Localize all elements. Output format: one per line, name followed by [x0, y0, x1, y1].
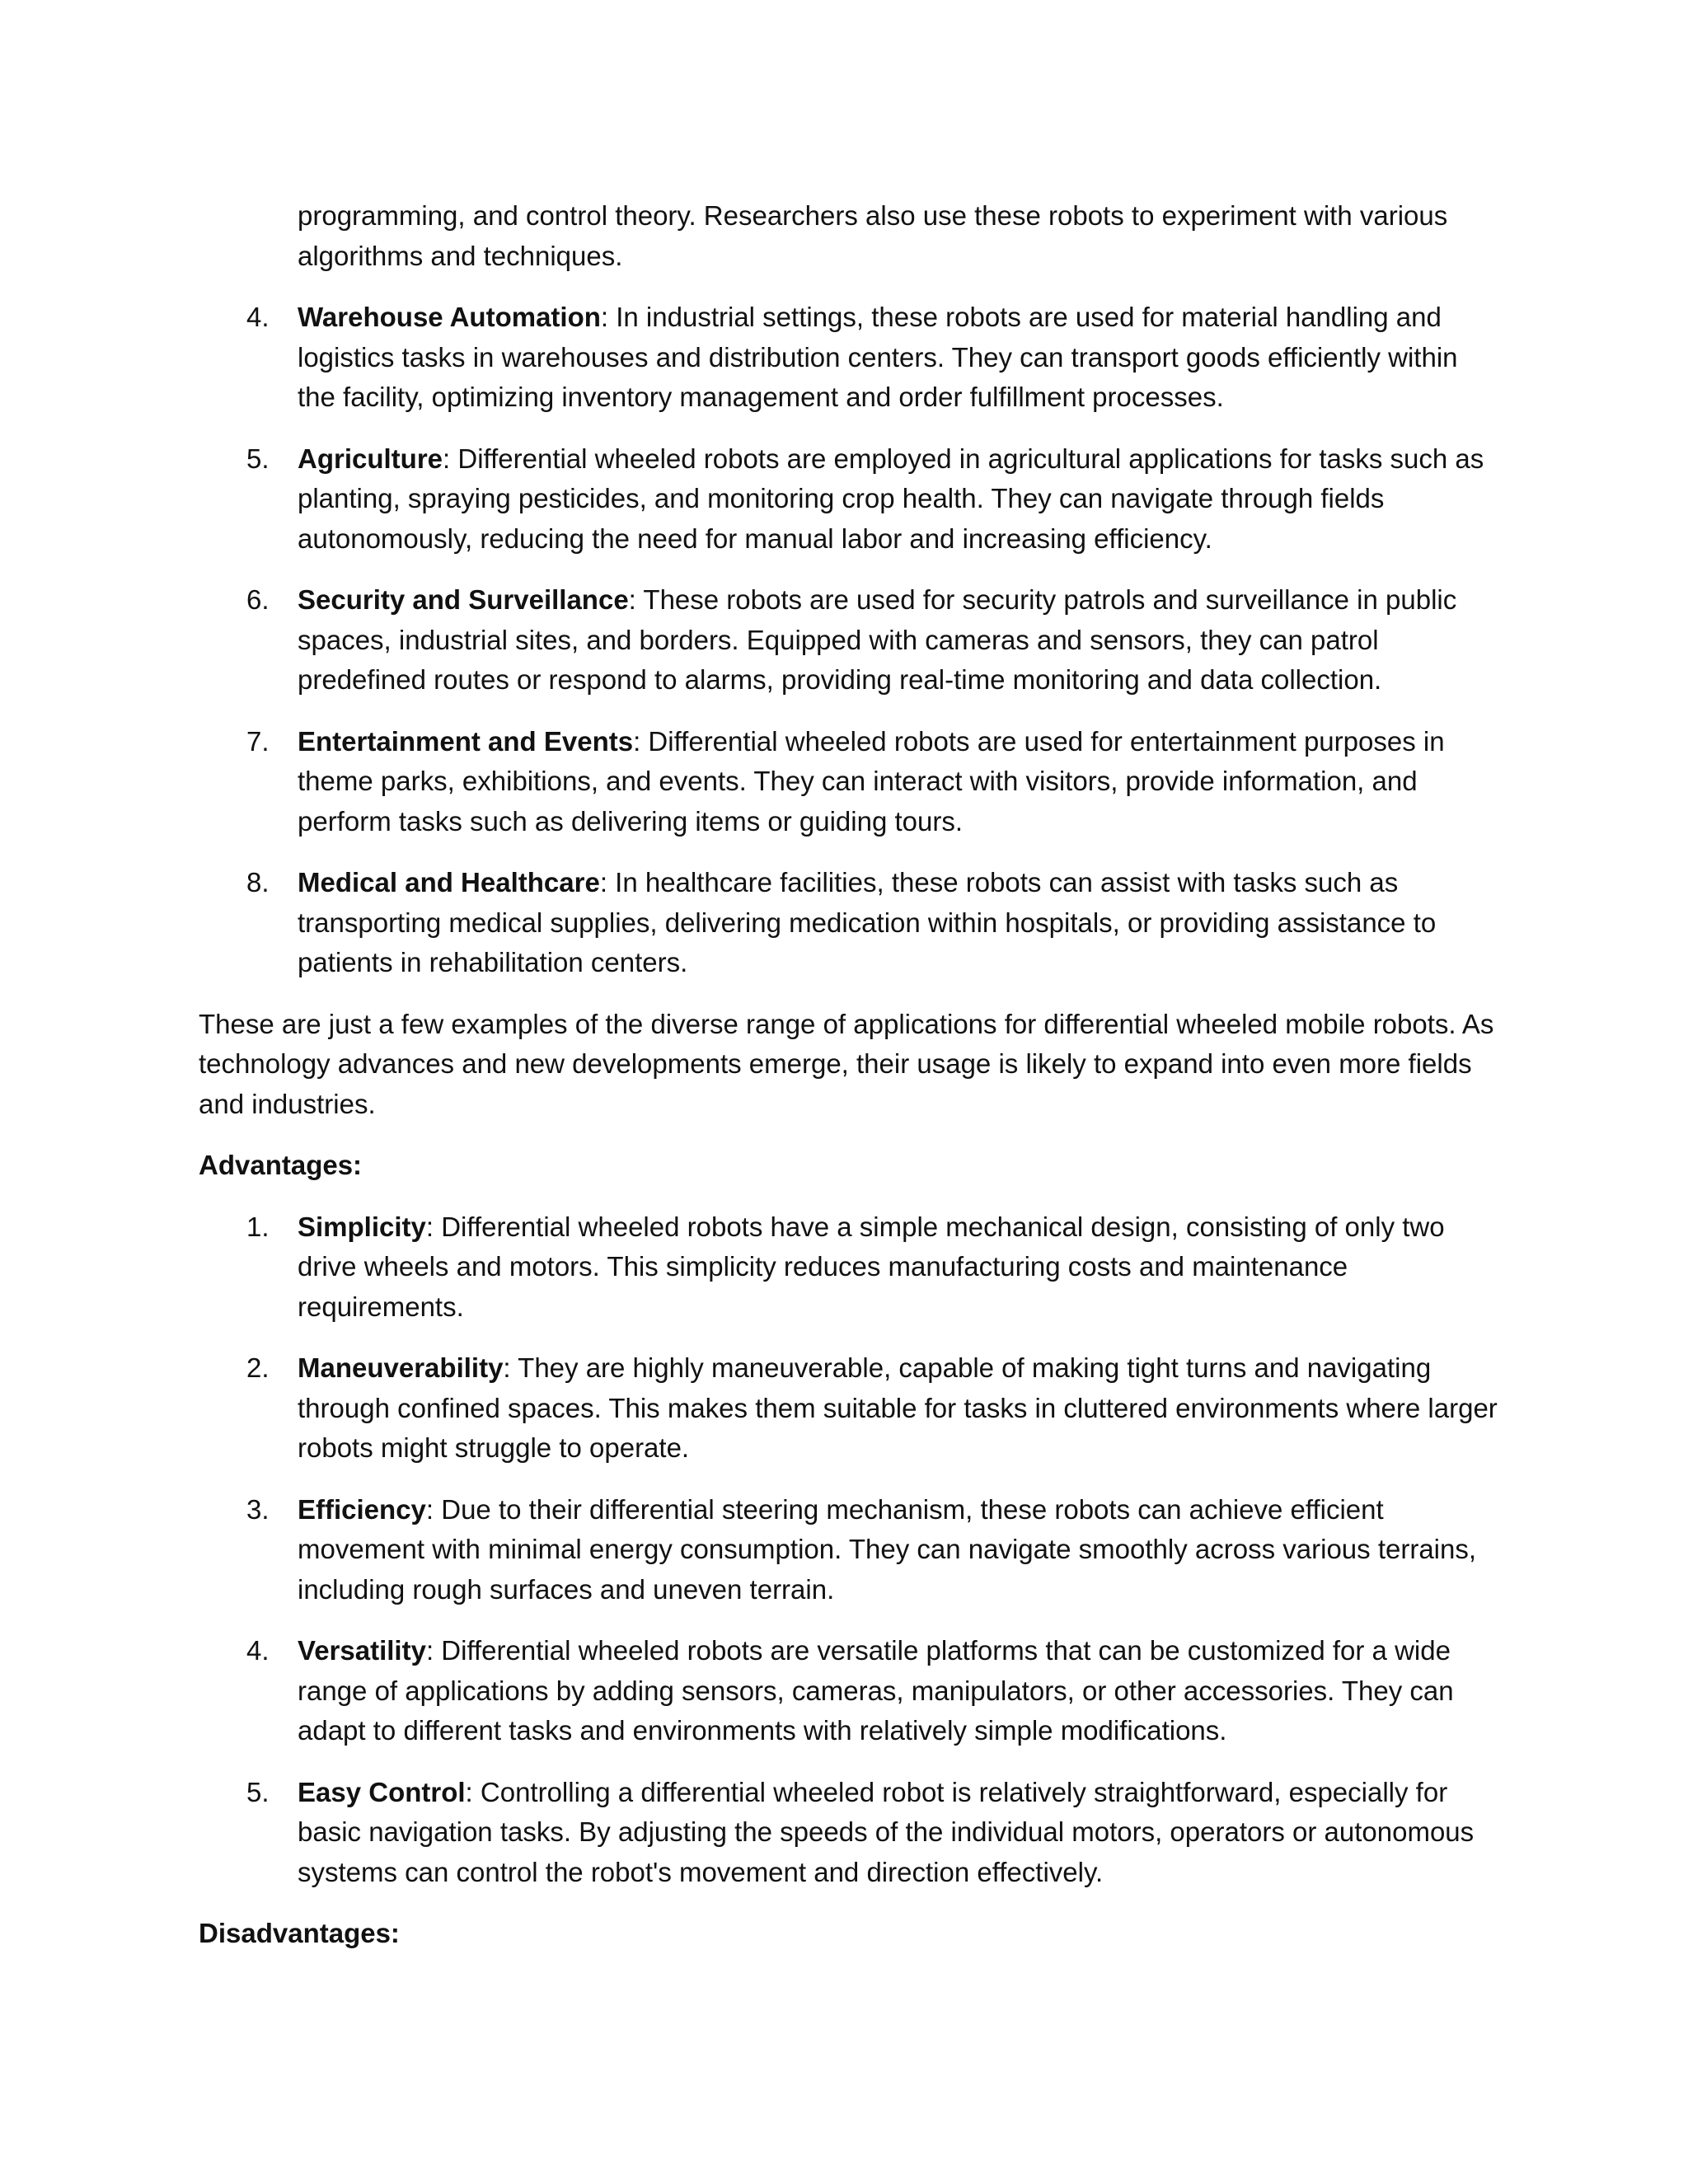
advantage-item-simplicity	[199, 1207, 1501, 1328]
applications-list	[199, 298, 1501, 983]
advantage-item-efficiency	[199, 1490, 1501, 1610]
list-number: 7.	[246, 725, 270, 757]
advantage-description: : Differential wheeled robots have a simple mechanical design, consisting of only two drive wheels and motors. This simplicity reduces manufacturing costs and maintenance requirements.	[298, 1211, 1445, 1322]
application-description: : In healthcare facilities, these robots can assist with tasks such as transporting medical supplies, delivering medication within hospitals, or providing assistance to patients in rehabilitation centers.	[298, 867, 1437, 977]
document-body	[199, 196, 1501, 1975]
summary-paragraph: These are just a few examples of the diverse range of applications for differential wheeled mobile robots. As technology advances and new developments emerge, their usage is likely to expand into even more fields and industries.	[199, 1008, 1494, 1119]
advantage-term: Versatility	[298, 1635, 426, 1666]
list-number: 4.	[246, 1635, 270, 1666]
application-term: Medical and Healthcare	[298, 867, 600, 898]
list-number: 5.	[246, 1776, 270, 1807]
list-number: 8.	[246, 867, 270, 898]
application-description: : Differential wheeled robots are employed in agricultural applications for tasks such as planting, spraying pesticides, and monitoring crop health. They can navigate through fields autonomously, reducing the need for manual labor and increasing efficiency.	[298, 443, 1484, 554]
application-description: : Differential wheeled robots are used for entertainment purposes in theme parks, exhibitions, and events. They can interact with visitors, provide information, and perform tasks such as delivering items or guiding tours.	[298, 725, 1445, 837]
application-description: : These robots are used for security patrols and surveillance in public spaces, industrial sites, and borders. Equipped with cameras and sensors, they can patrol predefined routes or respond to alarms, providing real-time monitoring and data collection.	[298, 584, 1457, 695]
advantage-term: Maneuverability	[298, 1352, 504, 1383]
advantage-item-versatility	[199, 1631, 1501, 1751]
advantages-list	[199, 1207, 1501, 1893]
advantage-term: Easy Control	[298, 1776, 466, 1807]
list-number: 1.	[246, 1211, 270, 1242]
list-number: 2.	[246, 1352, 270, 1383]
application-item-security-surveillance	[199, 580, 1501, 701]
advantage-description: : Differential wheeled robots are versatile platforms that can be customized for a wide range of applications by adding sensors, cameras, manipulators, or other accessories. They can adapt to different tasks and environments with relatively simple modifications.	[298, 1635, 1454, 1746]
list-item-continuation: programming, and control theory. Researchers also use these robots to experiment with various algorithms and techniques.	[298, 200, 1448, 271]
advantages-heading: Advantages:	[199, 1150, 363, 1180]
list-number: 5.	[246, 443, 270, 474]
application-item-agriculture	[199, 439, 1501, 560]
advantage-term: Simplicity	[298, 1211, 426, 1242]
application-term: Security and Surveillance	[298, 584, 629, 615]
advantage-description: : Controlling a differential wheeled robot is relatively straightforward, especially for basic navigation tasks. By adjusting the speeds of the individual motors, operators or autonomous systems can control the robot's movement and direction effectively.	[298, 1776, 1475, 1887]
application-item-warehouse-automation	[199, 298, 1501, 418]
advantage-term: Efficiency	[298, 1493, 426, 1525]
list-number: 4.	[246, 302, 270, 332]
advantage-item-easy-control	[199, 1773, 1501, 1893]
application-term: Entertainment and Events	[298, 725, 634, 757]
disadvantages-heading: Disadvantages:	[199, 1918, 400, 1948]
application-term: Agriculture	[298, 443, 443, 474]
list-number: 6.	[246, 584, 270, 615]
list-number: 3.	[246, 1493, 270, 1525]
application-item-entertainment-events	[199, 722, 1501, 842]
application-item-medical-healthcare	[199, 863, 1501, 983]
advantage-item-maneuverability	[199, 1348, 1501, 1469]
application-term: Warehouse Automation	[298, 302, 601, 332]
application-description: : In industrial settings, these robots are used for material handling and logistics tasks in warehouses and distribution centers. They can transport goods efficiently within the facility, optimizing inventory management and order fulfillment processes.	[298, 302, 1458, 412]
advantage-description: : Due to their differential steering mechanism, these robots can achieve efficient movement with minimal energy consumption. They can navigate smoothly across various terrains, including rough surfaces and uneven terrain.	[298, 1493, 1477, 1605]
advantage-description: : They are highly maneuverable, capable of making tight turns and navigating through confined spaces. This makes them suitable for tasks in cluttered environments where larger robots might struggle to operate.	[298, 1352, 1498, 1463]
